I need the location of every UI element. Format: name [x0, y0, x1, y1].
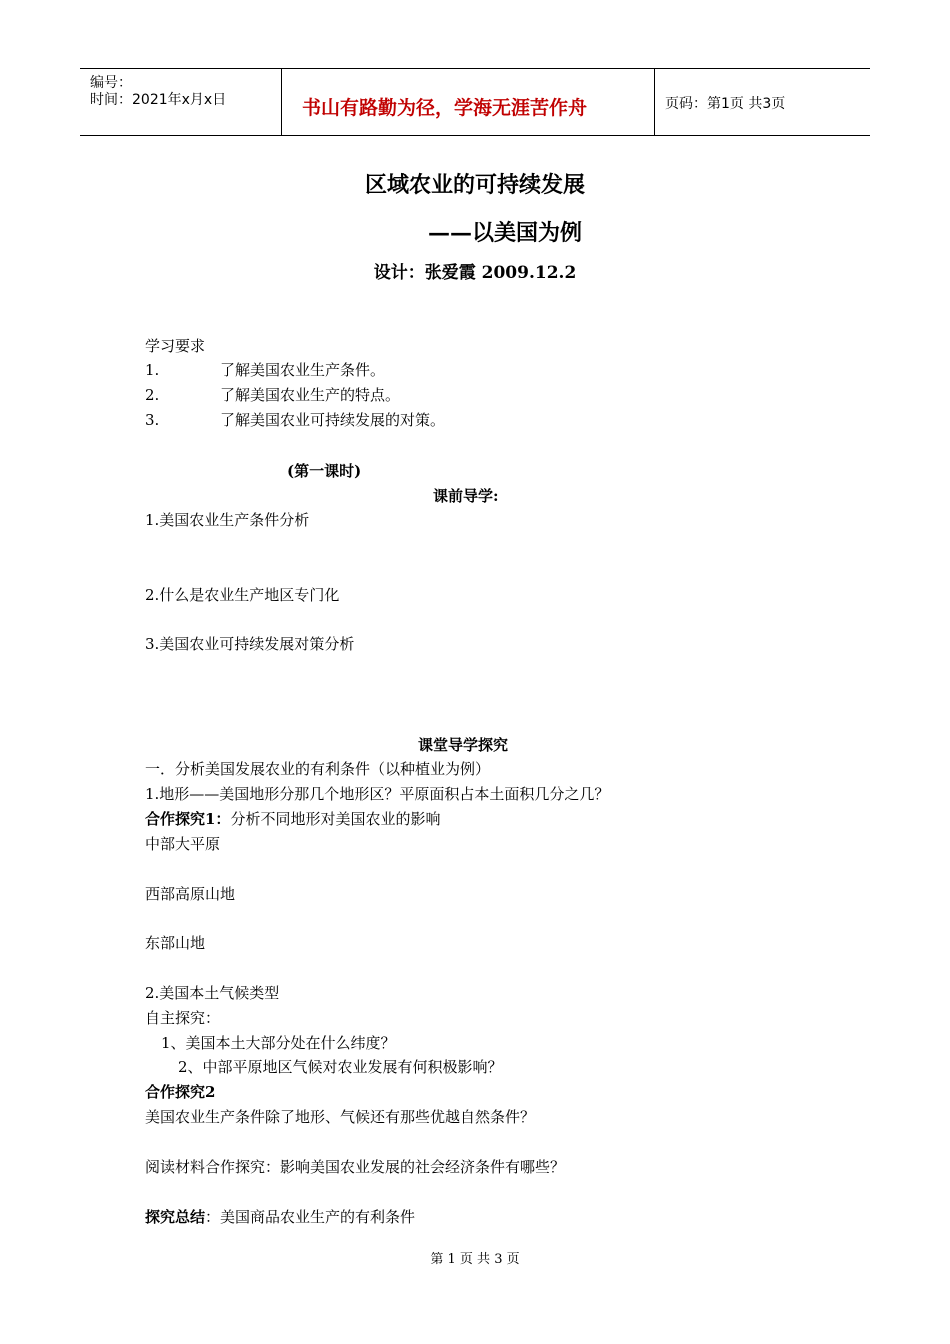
coop-inquiry-1: [145, 810, 440, 828]
climate-question: 2.美国本土气候类型: [145, 984, 280, 1002]
preview-item: 2.什么是农业生产地区专门化: [145, 586, 340, 604]
header-table: [80, 68, 870, 136]
classroom-heading: 课堂导学探究: [418, 736, 509, 754]
inquiry-summary-text: ：美国商品农业生产的有利条件: [205, 1208, 416, 1226]
lesson-period: (第一课时): [287, 462, 362, 480]
terrain-question: 1.地形——美国地形分那几个地形区？平原面积占本土面积几分之几？: [145, 785, 610, 803]
doc-author-line: 设计：张爱霞 2009.12.2: [373, 263, 577, 283]
header-motto-cell: [282, 69, 655, 135]
self-study-question: 1、美国本土大部分处在什么纬度？: [161, 1034, 396, 1052]
doc-time-label: 时间：2021年x月x日: [90, 92, 227, 108]
coop-inquiry-2-text: 美国农业生产条件除了地形、气候还有那些优越自然条件？: [145, 1108, 536, 1126]
doc-code-label: 编号：: [90, 75, 132, 91]
self-study-heading: 自主探究：: [145, 1009, 221, 1027]
header-meta-cell: [80, 69, 282, 135]
inquiry-summary-label: 探究总结: [145, 1208, 206, 1226]
requirement-text: 了解美国农业生产条件。: [220, 361, 386, 379]
requirement-text: 了解美国农业可持续发展的对策。: [220, 411, 446, 429]
doc-subtitle: ——以美国为例: [427, 220, 582, 246]
requirement-number: 1.: [145, 361, 160, 379]
page-footer: 第 1 页 共 3 页: [430, 1252, 520, 1267]
preview-heading: 课前导学:: [433, 487, 499, 505]
region-central-plain: 中部大平原: [145, 835, 221, 853]
coop-inquiry-1-label: 合作探究1：: [145, 810, 231, 828]
header-page-info: 页码：第1页 共3页: [665, 96, 786, 112]
doc-title: 区域农业的可持续发展: [364, 172, 585, 198]
requirement-number: 3.: [145, 411, 160, 429]
coop-inquiry-2-label: 合作探究2: [145, 1083, 216, 1101]
requirements-heading: 学习要求: [145, 337, 206, 355]
part-one-heading: 一．分析美国发展农业的有利条件（以种植业为例）: [145, 760, 491, 778]
requirement-number: 2.: [145, 386, 160, 404]
coop-inquiry-1-text: 分析不同地形对美国农业的影响: [230, 810, 441, 828]
region-eastern-mountains: 东部山地: [145, 934, 206, 952]
header-page-cell: [655, 69, 870, 135]
header-motto: 书山有路勤为径，学海无涯苦作舟: [302, 97, 588, 119]
reading-inquiry: 阅读材料合作探究：影响美国农业发展的社会经济条件有哪些？: [145, 1158, 566, 1176]
inquiry-summary: [145, 1208, 415, 1226]
requirement-text: 了解美国农业生产的特点。: [220, 386, 401, 404]
preview-item: 1.美国农业生产条件分析: [145, 511, 310, 529]
self-study-question: 2、中部平原地区气候对农业发展有何积极影响？: [178, 1058, 503, 1076]
preview-item: 3.美国农业可持续发展对策分析: [145, 635, 355, 653]
region-western-plateau: 西部高原山地: [145, 885, 236, 903]
